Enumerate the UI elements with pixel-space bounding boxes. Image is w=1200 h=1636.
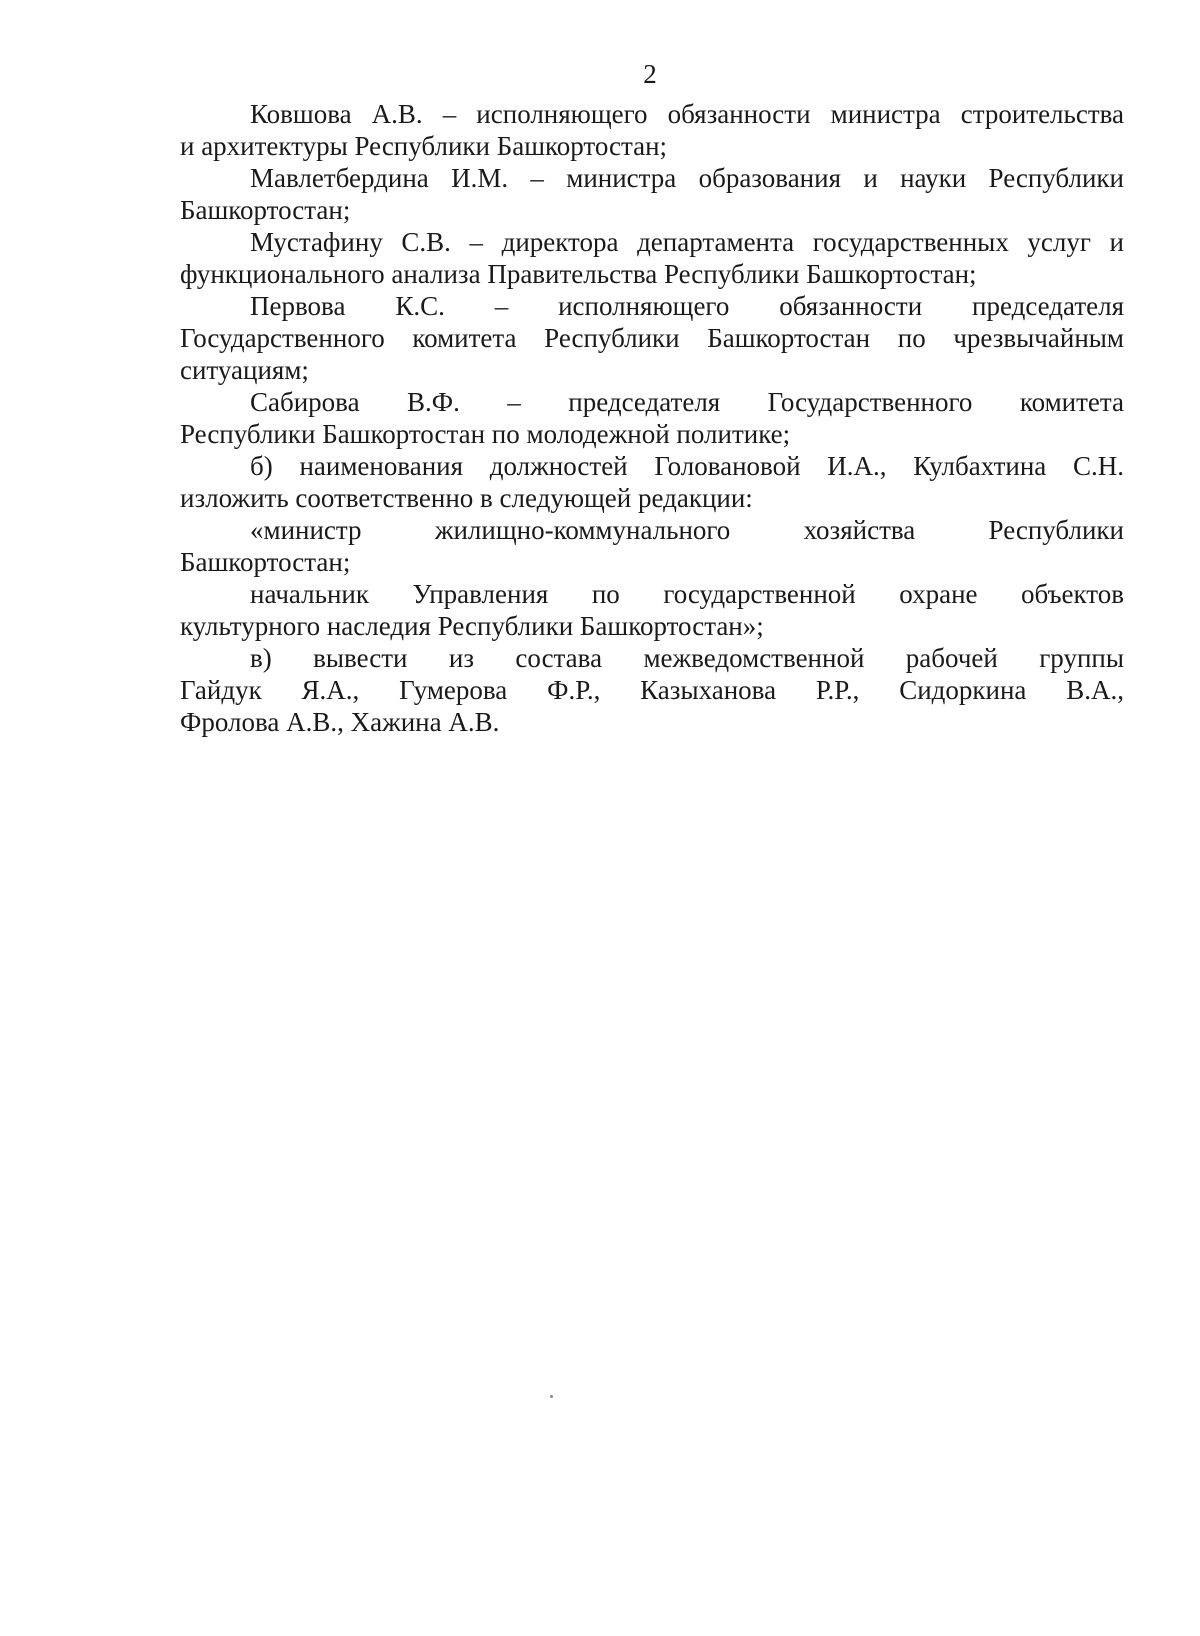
text-line: Ковшова А.В. – исполняющего обязанности министра строительства	[250, 99, 1124, 129]
text-line: ситуациям;	[180, 355, 309, 385]
text-line: Фролова А.В., Хажина А.В.	[180, 707, 500, 737]
text-line: Башкортостан;	[180, 195, 351, 225]
text-line: Сабирова В.Ф. – председателя Государственного комитета	[250, 387, 1124, 417]
text-line: функционального анализа Правительства Республики Башкортостан;	[180, 259, 977, 289]
text-line: в) вывести из состава межведомственной рабочей группы	[250, 643, 1124, 673]
text-line: Башкортостан;	[180, 547, 351, 577]
text-line: и архитектуры Республики Башкортостан;	[180, 131, 668, 161]
page-number: 2	[643, 59, 657, 89]
text-line: Мустафину С.В. – директора департамента государственных услуг и	[250, 227, 1124, 257]
text-line: Республики Башкортостан по молодежной политике;	[180, 419, 791, 449]
text-line: изложить соответственно в следующей редакции:	[180, 483, 753, 513]
text-line: начальник Управления по государственной охране объектов	[250, 579, 1124, 609]
text-line: «министр жилищно-коммунального хозяйства Республики	[250, 515, 1124, 545]
scan-speck	[550, 1395, 553, 1398]
text-line: Государственного комитета Республики Башкортостан по чрезвычайным	[180, 323, 1124, 353]
text-line: б) наименования должностей Головановой И.А., Кулбахтина С.Н.	[250, 451, 1124, 481]
text-line: Гайдук Я.А., Гумерова Ф.Р., Казыханова Р.Р., Сидоркина В.А.,	[180, 675, 1124, 705]
text-line: Первова К.С. – исполняющего обязанности председателя	[250, 291, 1124, 321]
document-body	[180, 98, 1124, 738]
text-line: культурного наследия Республики Башкортостан»;	[180, 611, 764, 641]
text-line: Мавлетбердина И.М. – министра образования и науки Республики	[250, 163, 1124, 193]
